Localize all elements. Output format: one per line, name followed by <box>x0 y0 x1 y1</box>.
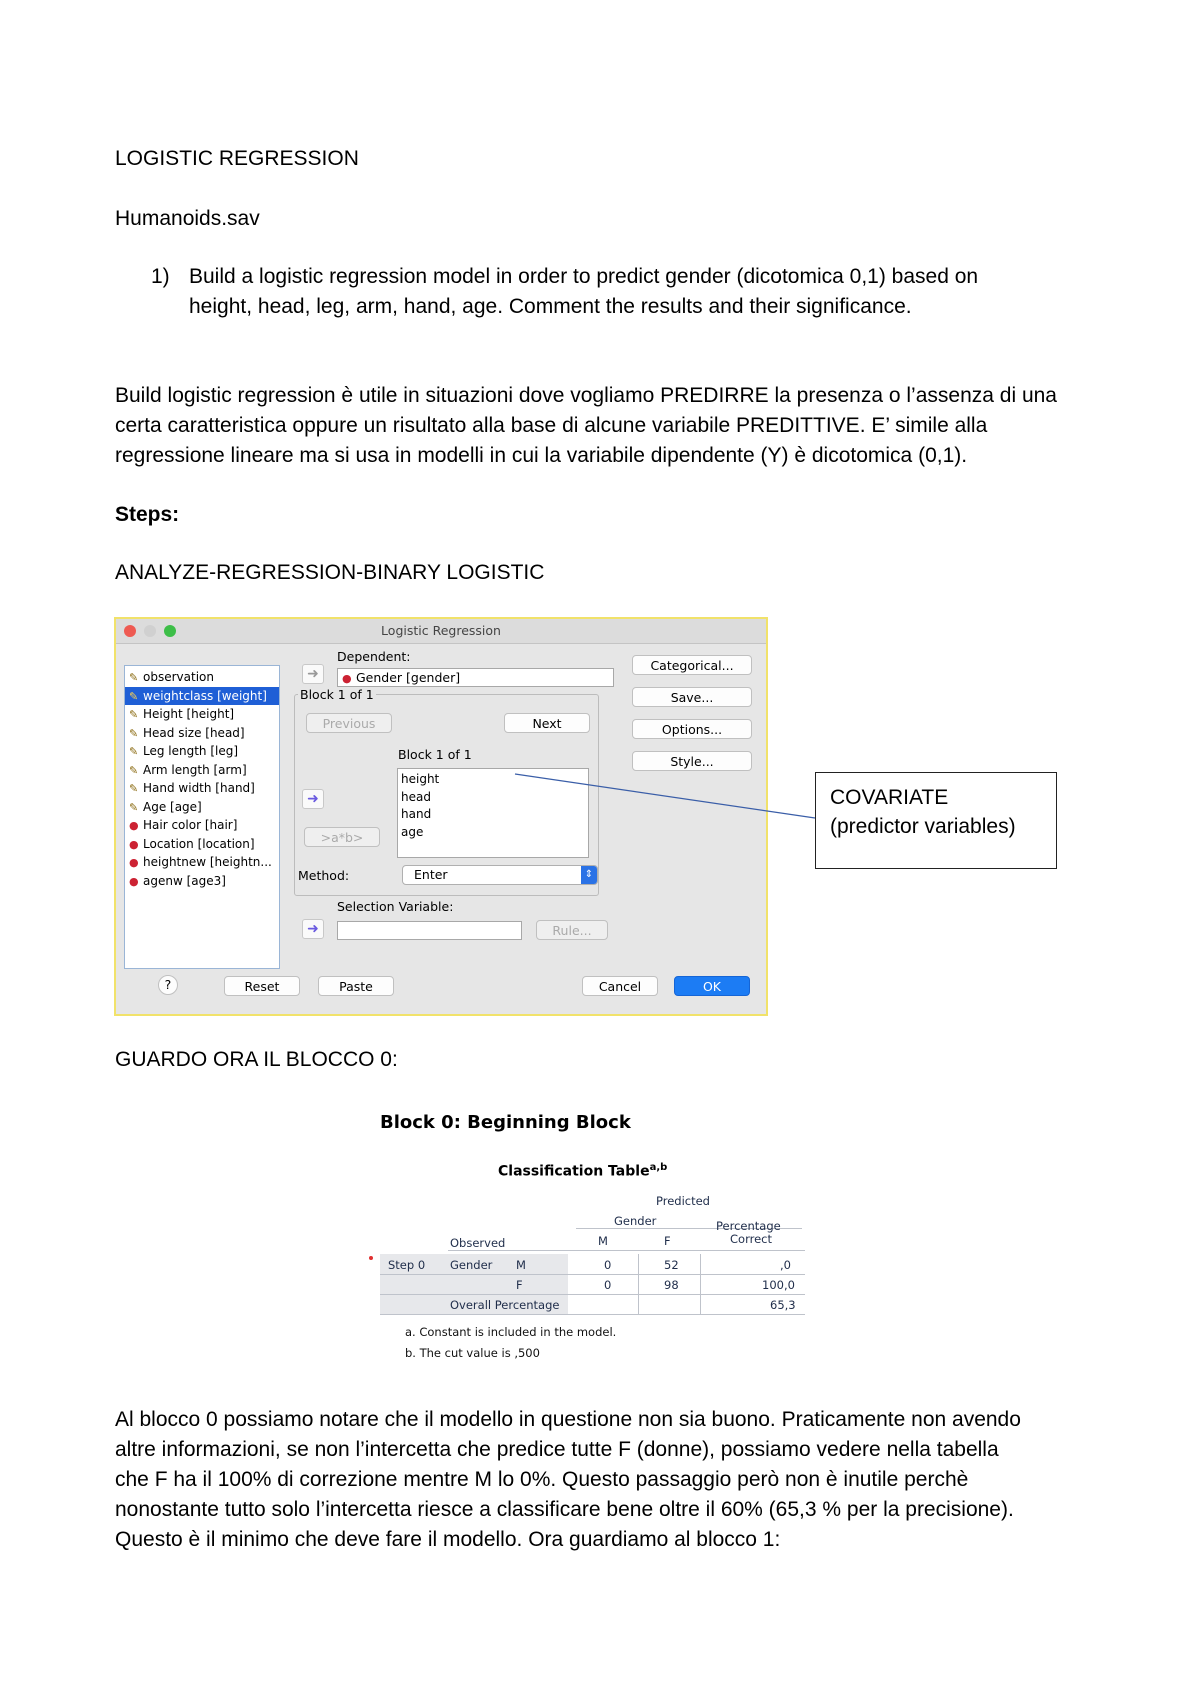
block-inner-label: Block 1 of 1 <box>398 747 472 762</box>
intro-line-1: Build logistic regression è utile in situazioni dove vogliamo PREDIRRE la presenza o l’assenza di una <box>115 384 1057 407</box>
variable-label: Head size [head] <box>143 725 245 740</box>
question-line-2: height, head, leg, arm, hand, age. Comment the results and their significance. <box>189 295 912 318</box>
save-button[interactable]: Save... <box>632 687 752 707</box>
intro-line-3: regressione lineare ma si usa in modelli in cui la variabile dipendente (Y) è dicotomica (0,1). <box>115 444 968 467</box>
ruler-icon: ✎ <box>129 689 139 703</box>
ruler-icon: ✎ <box>129 671 139 684</box>
table-title-text: Classification Table <box>498 1163 650 1180</box>
ok-button[interactable]: OK <box>674 976 750 996</box>
file-name: Humanoids.sav <box>115 207 260 230</box>
move-dependent-arrow-icon[interactable]: ➜ <box>302 664 324 684</box>
menu-path: ANALYZE-REGRESSION-BINARY LOGISTIC <box>115 561 545 584</box>
ruler-icon: ✎ <box>129 763 139 777</box>
ruler-icon: ✎ <box>129 782 139 795</box>
cell-f-pct: 100,0 <box>762 1278 795 1292</box>
variable-label: Location [location] <box>143 836 255 851</box>
table-title-sup: a,b <box>649 1162 668 1173</box>
conclusion-line-4: nonostante tutto solo l’intercetta riesce a classificare bene oltre il 60% (65,3 % per la precisione). <box>115 1498 1014 1521</box>
pct-header-1: Percentage <box>716 1219 781 1233</box>
nominal-icon: ● <box>342 672 352 685</box>
conclusion-line-2: altre informazioni, se non l’intercetta che predice tutte F (donne), possiamo vedere nella tabella <box>115 1438 999 1461</box>
footnote-a: a. Constant is included in the model. <box>405 1325 617 1339</box>
col-rule-1 <box>638 1254 639 1314</box>
callout-line-1: COVARIATE <box>830 786 949 809</box>
nominal-icon: ● <box>129 874 139 888</box>
dialog-title: Logistic Regression <box>381 623 501 638</box>
help-button[interactable]: ? <box>158 975 178 995</box>
header-rule <box>448 1250 805 1251</box>
variable-label: Hair color [hair] <box>143 818 238 832</box>
overall-pct: 65,3 <box>770 1298 796 1312</box>
cell-f-m: 0 <box>604 1278 612 1292</box>
move-selection-arrow-icon[interactable]: ➜ <box>302 919 324 939</box>
variable-label: heightnew [heightn... <box>143 855 272 869</box>
block0-heading: GUARDO ORA IL BLOCCO 0: <box>115 1048 398 1071</box>
previous-button[interactable]: Previous <box>306 713 392 733</box>
col-f-header: F <box>664 1234 671 1248</box>
selection-variable-label: Selection Variable: <box>337 899 454 914</box>
ruler-icon: ✎ <box>129 726 139 740</box>
style-button[interactable]: Style... <box>632 751 752 771</box>
variable-label: Arm length [arm] <box>143 762 247 777</box>
variable-label: observation <box>143 670 214 684</box>
conclusion-line-3: che F ha il 100% di correzione mentre M lo 0%. Questo passaggio però non è inutile perchè <box>115 1468 969 1491</box>
row-rule-1 <box>380 1274 805 1275</box>
overall-label: Overall Percentage <box>450 1298 560 1312</box>
col-m-header: M <box>598 1234 608 1248</box>
row-label-m: M <box>516 1258 526 1272</box>
method-label: Method: <box>298 868 350 883</box>
variable-label: Height [height] <box>143 707 235 721</box>
intro-line-2: certa caratteristica oppure un risultato alla base di alcune variabile PREDITTIVE. E’ simile alla <box>115 414 988 437</box>
rule-button[interactable]: Rule... <box>536 920 608 940</box>
variable-label: agenw [age3] <box>143 873 226 888</box>
nominal-icon: ● <box>129 856 139 869</box>
ruler-icon: ✎ <box>129 708 139 721</box>
covariate-item[interactable]: age <box>401 824 424 839</box>
reset-button[interactable]: Reset <box>224 976 300 996</box>
next-button[interactable]: Next <box>504 713 590 733</box>
variable-label: Hand width [hand] <box>143 781 255 795</box>
row-label-f: F <box>516 1278 523 1292</box>
row-rule-2 <box>380 1294 805 1295</box>
question-line-1: Build a logistic regression model in order to predict gender (dicotomica 0,1) based on <box>189 265 979 288</box>
nominal-icon: ● <box>129 837 139 851</box>
covariate-callout <box>815 772 1057 869</box>
cell-m-pct: ,0 <box>780 1258 791 1272</box>
block-label: Block 1 of 1 <box>300 687 374 702</box>
dependent-value: Gender [gender] <box>356 670 461 685</box>
variable-label: weightclass [weight] <box>143 688 267 703</box>
interaction-button[interactable]: >a*b> <box>304 827 380 847</box>
observed-header: Observed <box>450 1236 506 1250</box>
row-rule-3 <box>380 1314 805 1315</box>
footnote-b: b. The cut value is ,500 <box>405 1346 540 1360</box>
row-variable: Gender <box>450 1258 493 1272</box>
variable-label: Leg length [leg] <box>143 744 239 758</box>
nominal-icon: ● <box>129 819 139 832</box>
cell-f-f: 98 <box>664 1278 679 1292</box>
cell-m-m: 0 <box>604 1258 612 1272</box>
classification-table <box>380 1190 805 1320</box>
cell-m-f: 52 <box>664 1258 679 1272</box>
gender-header: Gender <box>614 1214 657 1228</box>
covariate-item[interactable]: height <box>401 772 440 786</box>
question-number: 1) <box>151 265 170 288</box>
pct-header-2: Correct <box>730 1232 772 1246</box>
covariate-item[interactable]: head <box>401 789 431 804</box>
options-button[interactable]: Options... <box>632 719 752 739</box>
paste-button[interactable]: Paste <box>318 976 394 996</box>
ruler-icon: ✎ <box>129 800 139 814</box>
classification-table-title <box>498 1162 667 1180</box>
move-covariate-arrow-icon[interactable]: ➜ <box>302 789 324 809</box>
callout-line-2: (predictor variables) <box>830 815 1016 838</box>
dependent-label: Dependent: <box>337 649 411 664</box>
covariate-item[interactable]: hand <box>401 807 432 821</box>
cancel-button[interactable]: Cancel <box>582 976 658 996</box>
conclusion-line-1: Al blocco 0 possiamo notare che il modello in questione non sia buono. Praticamente non avendo <box>115 1408 1021 1431</box>
predicted-header: Predicted <box>656 1194 710 1208</box>
categorical-button[interactable]: Categorical... <box>632 655 752 675</box>
chevron-updown-icon: ⇕ <box>581 866 597 884</box>
col-rule-2 <box>700 1254 701 1314</box>
step-label: Step 0 <box>388 1258 426 1272</box>
ruler-icon: ✎ <box>129 745 139 758</box>
steps-label: Steps: <box>115 503 180 526</box>
doc-title: LOGISTIC REGRESSION <box>115 147 359 170</box>
method-value: Enter <box>414 867 448 882</box>
conclusion-line-5: Questo è il minimo che deve fare il modello. Ora guardiamo al blocco 1: <box>115 1528 781 1551</box>
variable-label: Age [age] <box>143 799 202 814</box>
block0-title: Block 0: Beginning Block <box>380 1112 631 1133</box>
marker-dot <box>369 1256 373 1260</box>
